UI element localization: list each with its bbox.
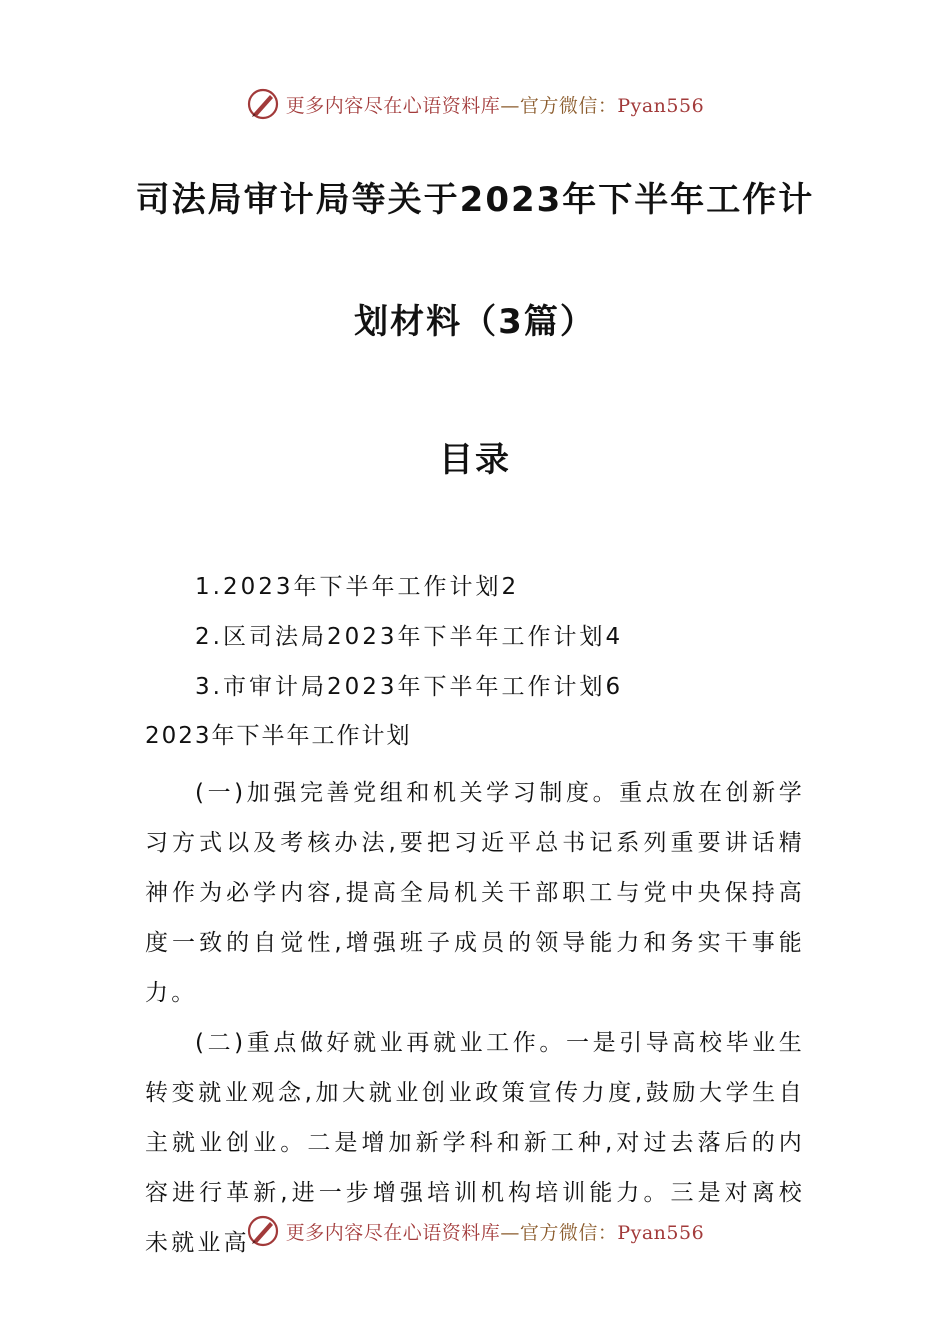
document-title-line1: 司法局审计局等关于2023年下半年工作计 <box>135 180 815 220</box>
watermark-text: 更多内容尽在心语资料库—官方微信：Pyan556 <box>285 94 705 117</box>
watermark-text: 更多内容尽在心语资料库—官方微信：Pyan556 <box>285 1221 705 1244</box>
pen-logo-icon <box>246 87 280 121</box>
pen-logo-icon <box>246 1214 280 1248</box>
paragraph: (二)重点做好就业再就业工作。一是引导高校毕业生转变就业观念,加大就业创业政策宣传力度,鼓励大学生自主就业创业。二是增加新学科和新工种,对过去落后的内容进行革新,进一步增强培训机构培训能力。三是对离校未就业高 <box>145 1030 805 1256</box>
toc-item[interactable]: 1.2023年下半年工作计划2 <box>195 574 520 600</box>
body-text <box>145 718 805 1268</box>
toc-item[interactable]: 2.区司法局2023年下半年工作计划4 <box>195 624 624 650</box>
table-of-contents <box>195 568 623 718</box>
toc-item[interactable]: 3.市审计局2023年下半年工作计划6 <box>195 674 624 700</box>
document-title-line2: 划材料（3篇） <box>354 302 596 342</box>
toc-heading: 目录 <box>439 440 511 480</box>
paragraph: (一)加强完善党组和机关学习制度。重点放在创新学习方式以及考核办法,要把习近平总书记系列重要讲话精神作为必学内容,提高全局机关干部职工与党中央保持高度一致的自觉性,增强班子成员的领导能力和务实干事能力。 <box>145 780 805 1006</box>
watermark-footer <box>0 1211 950 1251</box>
section-title: 2023年下半年工作计划 <box>145 723 412 749</box>
watermark-header <box>0 84 950 124</box>
